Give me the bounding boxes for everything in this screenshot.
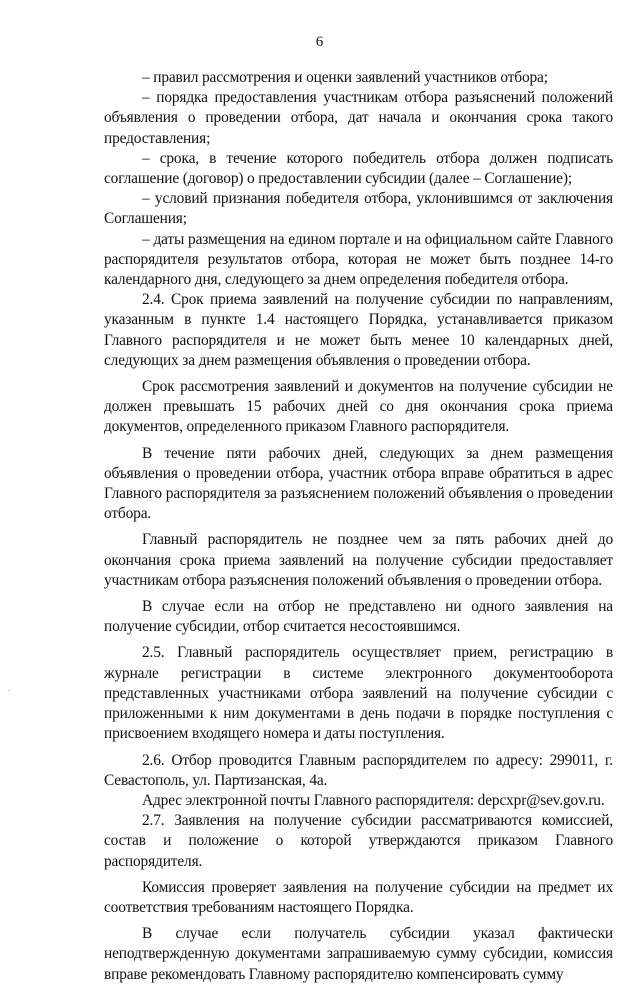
paragraph: В случае если получатель субсидии указал фактически неподтвержденную документами запрашиваемую сумму субсидии, комиссия вправе рекомендовать Главному распорядителю компенсировать сумму <box>104 925 613 983</box>
scan-speck <box>8 690 10 691</box>
paragraph: – условий признания победителя отбора, уклонившимся от заключения Соглашения; <box>104 190 613 228</box>
paragraph: – порядка предоставления участникам отбора разъяснений положений объявления о проведении отбора, дат начала и окончания срока такого предоставления; <box>104 89 613 147</box>
paragraph: 2.4. Срок приема заявлений на получение субсидии по направлениям, указанным в пункте 1.4 настоящего Порядка, устанавливается приказом Главного распорядителя и не может быть менее 10 календарных дней, следующих за днем размещения объявления о проведении отбора. <box>104 291 613 369</box>
body-text <box>104 68 613 985</box>
paragraph: 2.5. Главный распорядитель осуществляет прием, регистрацию в журнале регистрации в системе электронного документооборота представленных участниками отбора заявлений на получение субсидии с приложенными к ним документами в день подачи в порядке поступления с присвоением входящего номера и даты поступления. <box>104 644 613 743</box>
paragraph: 2.6. Отбор проводится Главным распорядителем по адресу: 299011, г. Севастополь, ул. Партизанская, 4а. <box>104 751 613 789</box>
paragraph: В течение пяти рабочих дней, следующих за днем размещения объявления о проведении отбора, участник отбора вправе обратиться в адрес Главного распорядителя за разъяснением положений объявления о проведении отбора. <box>104 444 613 523</box>
paragraph: – правил рассмотрения и оценки заявлений участников отбора; <box>142 69 548 86</box>
paragraph: Адрес электронной почты Главного распорядителя: depcxpr@sev.gov.ru. <box>142 791 605 809</box>
paragraph: – срока, в течение которого победитель отбора должен подписать соглашение (договор) о предоставлении субсидии (далее – Соглашение); <box>104 149 613 188</box>
paragraph: В случае если на отбор не представлено ни одного заявления на получение субсидии, отбор считается несостоявшимся. <box>104 598 613 636</box>
paragraph: – даты размещения на едином портале и на официальном сайте Главного распорядителя результатов отбора, которая не может быть позднее 14-го календарного дня, следующего за днем определения победителя отбора. <box>104 230 613 289</box>
paragraph: Срок рассмотрения заявлений и документов на получение субсидии не должен превышать 15 рабочих дней со дня окончания срока приема документов, определенного приказом Главного распорядителя. <box>104 378 613 436</box>
paragraph: Комиссия проверяет заявления на получение субсидии на предмет их соответствия требованиям настоящего Порядка. <box>104 878 613 916</box>
paragraph: 2.7. Заявления на получение субсидии рассматриваются комиссией, состав и положение о которой утверждаются приказом Главного распорядителя. <box>104 812 613 870</box>
paragraph: Главный распорядитель не позднее чем за пять рабочих дней до окончания срока приема заявлений на получение субсидии предоставляет участникам отбора разъяснения положений объявления о проведении отбора. <box>104 531 613 589</box>
page-number: 6 <box>315 34 324 50</box>
